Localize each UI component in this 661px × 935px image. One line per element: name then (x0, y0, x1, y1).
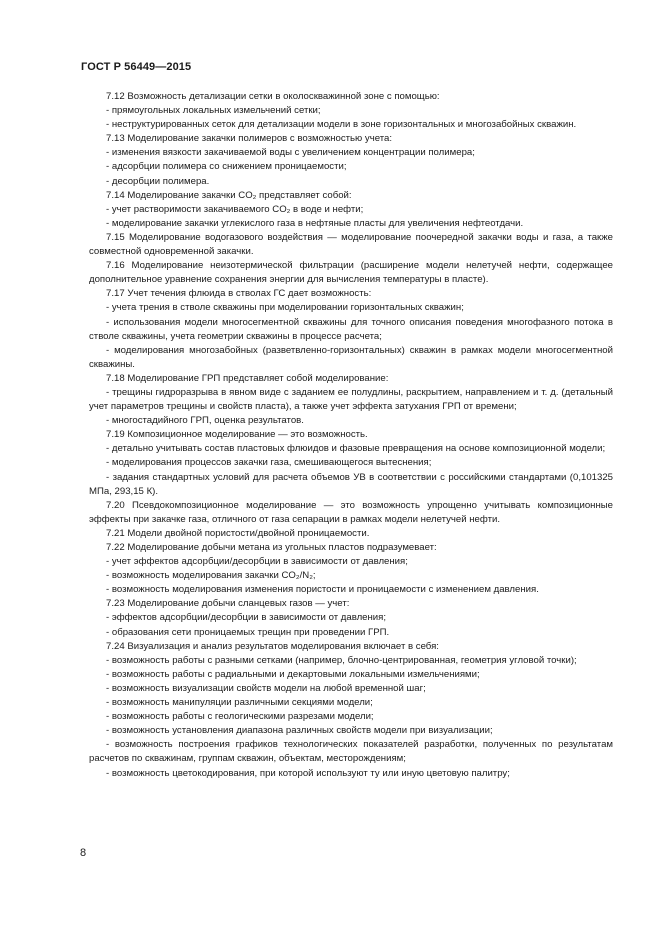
list-item: - возможность цветокодирования, при которой используют ту или иную цветовую палитру; (106, 767, 510, 779)
list-item: - учет растворимости закачиваемого CO₂ в воде и нефти; (106, 203, 364, 215)
list-item: - неструктурированных сеток для детализации модели в зоне горизонтальных и многозабойных скважин. (106, 119, 577, 131)
paragraph: 7.17 Учет течения флюида в стволах ГС дает возможность: (106, 288, 372, 300)
list-item: - возможность работы с геологическими разрезами модели; (106, 711, 374, 723)
list-item: - учет эффектов адсорбции/десорбции в зависимости от давления; (106, 556, 408, 568)
list-item: - многостадийного ГРП, оценка результатов. (106, 415, 304, 427)
paragraph: 7.18 Моделирование ГРП представляет собой моделирование: (106, 372, 389, 384)
document-body (89, 90, 613, 781)
list-item: - эффектов адсорбции/десорбции в зависимости от давления; (106, 612, 387, 624)
paragraph: 7.23 Моделирование добычи сланцевых газов — учет: (106, 598, 350, 610)
list-item: - адсорбции полимера со снижением проницаемости; (106, 161, 347, 173)
document-header: ГОСТ Р 56449—2015 (81, 61, 192, 73)
list-item: - учета трения в стволе скважины при моделировании горизонтальных скважин; (106, 302, 464, 314)
paragraph: 7.20 Псевдокомпозиционное моделирование — это возможность упрощенно учитывать композиционные эффекты при закачке газа, отличного от газа сепарации в рамках модели нелетучей нефти. (89, 499, 613, 525)
list-item: - прямоугольных локальных измельчений сетки; (106, 105, 321, 117)
list-item: - изменения вязкости закачиваемой воды с увеличением концентрации полимера; (106, 147, 475, 159)
list-item: - образования сети проницаемых трещин при проведении ГРП. (106, 626, 390, 638)
list-item: - возможность визуализации свойств модели на любой временной шаг; (106, 682, 426, 694)
list-item: - возможность моделирования изменения пористости и проницаемости с изменением давления. (106, 584, 539, 596)
list-item: - возможность работы с разными сетками (например, блочно-центрированная, геометрия угловой точки); (106, 654, 577, 666)
paragraph: 7.24 Визуализация и анализ результатов моделирования включает в себя: (106, 640, 439, 652)
list-item: - задания стандартных условий для расчета объемов УВ в соответствии с российскими стандартами (0,101325 МПа, 293,15 К). (89, 471, 613, 497)
list-item: - десорбции полимера. (106, 175, 210, 187)
list-item: - возможность манипуляции различными секциями модели; (106, 697, 373, 709)
list-item: - моделирование закачки углекислого газа в нефтяные пласты для увеличения нефтеотдачи. (106, 217, 524, 229)
list-item: - возможность установления диапазона различных свойств модели при визуализации; (106, 725, 493, 737)
paragraph: 7.15 Моделирование водогазового воздействия — моделирование поочередной закачки воды и газа, а также совместной одновременной закачки. (89, 231, 613, 258)
paragraph: 7.16 Моделирование неизотермической фильтрации (расширение модели нелетучей нефти, содержащее дополнительное уравнение сохранения энергии для вычисления температуры в пласте). (89, 260, 613, 286)
paragraph: 7.13 Моделирование закачки полимеров с возможностью учета: (106, 133, 393, 145)
list-item: - трещины гидроразрыва в явном виде с заданием ее полудлины, раскрытием, направлением и т. д. (детальный учет параметров трещины и свойств пласта), а также учет эффекта затухания ГРП от времени; (89, 386, 613, 413)
list-item: - возможность работы с радиальными и декартовыми локальными измельчениями; (106, 668, 480, 680)
list-item: - возможность построения графиков технологических показателей разработки, полученных по результатам расчетов по скважинам, группам скважин, объектам, месторождениям; (89, 739, 613, 765)
paragraph: 7.14 Моделирование закачки CO₂ представляет собой: (106, 189, 352, 201)
paragraph: 7.19 Композиционное моделирование — это возможность. (106, 429, 368, 441)
list-item: - моделирования процессов закачки газа, смешивающегося вытеснения; (106, 457, 432, 469)
page-number: 8 (80, 847, 87, 859)
list-item: - детально учитывать состав пластовых флюидов и фазовые превращения на основе композиционной модели; (106, 443, 606, 455)
list-item: - моделирования многозабойных (разветвленно-горизонтальных) скважин в рамках модели многосегментной скважины. (89, 344, 613, 370)
list-item: - возможность моделирования закачки CO₂/N₂; (106, 570, 316, 582)
paragraph: 7.21 Модели двойной пористости/двойной проницаемости. (106, 527, 370, 539)
paragraph: 7.12 Возможность детализации сетки в околоскважинной зоне с помощью: (106, 91, 440, 102)
list-item: - использования модели многосегментной скважины для точного описания поведения многофазного потока в стволе скважины, учета геометрии скважины в процессе расчета; (89, 316, 613, 342)
paragraph: 7.22 Моделирование добычи метана из угольных пластов подразумевает: (106, 542, 437, 553)
